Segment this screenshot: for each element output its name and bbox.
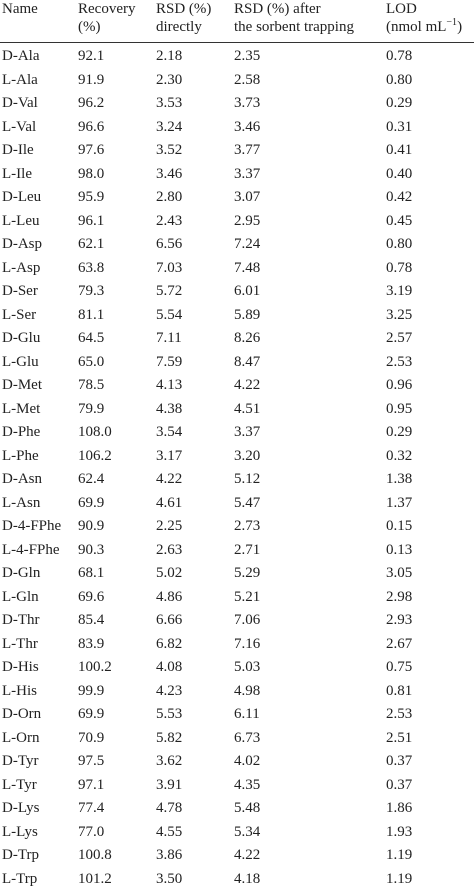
rsd-direct-value: 3.52 <box>156 139 234 163</box>
lod-value: 0.15 <box>386 515 474 539</box>
amino-acid-name: L-4-FPhe <box>0 539 78 563</box>
lod-value: 0.80 <box>386 69 474 93</box>
amino-acid-name: L-Glu <box>0 351 78 375</box>
rsd-trapping-value: 6.11 <box>234 703 386 727</box>
recovery-value: 85.4 <box>78 609 156 633</box>
rsd-direct-value: 4.78 <box>156 797 234 821</box>
rsd-direct-value: 2.30 <box>156 69 234 93</box>
rsd-direct-value: 4.55 <box>156 821 234 845</box>
header-lod-line1: LOD <box>386 0 474 18</box>
rsd-direct-value: 4.08 <box>156 656 234 680</box>
table-row <box>0 92 474 116</box>
lod-value: 0.96 <box>386 374 474 398</box>
rsd-direct-value: 3.54 <box>156 421 234 445</box>
table-row <box>0 116 474 140</box>
rsd-direct-value: 2.25 <box>156 515 234 539</box>
recovery-value: 68.1 <box>78 562 156 586</box>
rsd-trapping-value: 8.26 <box>234 327 386 351</box>
lod-value: 1.38 <box>386 468 474 492</box>
rsd-direct-value: 2.63 <box>156 539 234 563</box>
recovery-value: 96.1 <box>78 210 156 234</box>
header-lod-unit-exponent: −1 <box>446 17 457 28</box>
lod-value: 0.81 <box>386 680 474 704</box>
header-recovery-line1: Recovery <box>78 0 156 18</box>
table-row <box>0 727 474 751</box>
lod-value: 3.19 <box>386 280 474 304</box>
recovery-value: 90.3 <box>78 539 156 563</box>
rsd-trapping-value: 3.37 <box>234 421 386 445</box>
lod-value: 0.41 <box>386 139 474 163</box>
amino-acid-name: L-Val <box>0 116 78 140</box>
header-lod-line2 <box>386 18 474 36</box>
recovery-value: 77.4 <box>78 797 156 821</box>
rsd-trapping-value: 7.06 <box>234 609 386 633</box>
header-rsd-direct <box>156 0 234 43</box>
recovery-value: 63.8 <box>78 257 156 281</box>
table-row <box>0 586 474 610</box>
lod-value: 2.53 <box>386 351 474 375</box>
recovery-value: 81.1 <box>78 304 156 328</box>
table-row <box>0 609 474 633</box>
lod-value: 2.98 <box>386 586 474 610</box>
table-row <box>0 868 474 891</box>
table-row <box>0 445 474 469</box>
amino-acid-name: L-Ala <box>0 69 78 93</box>
rsd-trapping-value: 3.77 <box>234 139 386 163</box>
header-row <box>0 0 474 43</box>
amino-acid-name: D-Tyr <box>0 750 78 774</box>
rsd-direct-value: 7.59 <box>156 351 234 375</box>
recovery-value: 97.6 <box>78 139 156 163</box>
table-row <box>0 233 474 257</box>
rsd-trapping-value: 5.47 <box>234 492 386 516</box>
recovery-value: 97.5 <box>78 750 156 774</box>
amino-acid-name: D-Leu <box>0 186 78 210</box>
lod-value: 1.19 <box>386 868 474 891</box>
amino-acid-name: D-Phe <box>0 421 78 445</box>
header-name-label: Name <box>2 0 78 18</box>
recovery-value: 97.1 <box>78 774 156 798</box>
recovery-value: 78.5 <box>78 374 156 398</box>
rsd-direct-value: 4.13 <box>156 374 234 398</box>
table-row <box>0 468 474 492</box>
header-rsd-direct-line1: RSD (%) <box>156 0 234 18</box>
rsd-trapping-value: 4.98 <box>234 680 386 704</box>
rsd-trapping-value: 4.22 <box>234 844 386 868</box>
lod-value: 1.37 <box>386 492 474 516</box>
rsd-trapping-value: 8.47 <box>234 351 386 375</box>
recovery-value: 77.0 <box>78 821 156 845</box>
table-body <box>0 43 474 891</box>
rsd-direct-value: 6.56 <box>156 233 234 257</box>
rsd-trapping-value: 5.48 <box>234 797 386 821</box>
rsd-trapping-value: 4.51 <box>234 398 386 422</box>
recovery-value: 98.0 <box>78 163 156 187</box>
table-row <box>0 656 474 680</box>
recovery-value: 65.0 <box>78 351 156 375</box>
rsd-trapping-value: 2.95 <box>234 210 386 234</box>
rsd-direct-value: 5.54 <box>156 304 234 328</box>
table-row <box>0 186 474 210</box>
amino-acid-name: L-Trp <box>0 868 78 891</box>
table-row <box>0 844 474 868</box>
amino-acid-name: L-Met <box>0 398 78 422</box>
lod-value: 2.53 <box>386 703 474 727</box>
rsd-direct-value: 5.82 <box>156 727 234 751</box>
table-row <box>0 797 474 821</box>
rsd-trapping-value: 4.22 <box>234 374 386 398</box>
amino-acid-name: D-4-FPhe <box>0 515 78 539</box>
rsd-direct-value: 3.17 <box>156 445 234 469</box>
rsd-direct-value: 3.24 <box>156 116 234 140</box>
recovery-value: 79.3 <box>78 280 156 304</box>
lod-value: 0.13 <box>386 539 474 563</box>
rsd-trapping-value: 7.24 <box>234 233 386 257</box>
rsd-trapping-value: 2.71 <box>234 539 386 563</box>
table-row <box>0 492 474 516</box>
recovery-value: 99.9 <box>78 680 156 704</box>
amino-acid-name: D-Ala <box>0 43 78 69</box>
recovery-value: 100.2 <box>78 656 156 680</box>
table-row <box>0 210 474 234</box>
rsd-trapping-value: 5.12 <box>234 468 386 492</box>
rsd-trapping-value: 7.16 <box>234 633 386 657</box>
table-row <box>0 515 474 539</box>
rsd-direct-value: 3.53 <box>156 92 234 116</box>
header-recovery <box>78 0 156 43</box>
amino-acid-name: D-Val <box>0 92 78 116</box>
amino-acid-name: L-Leu <box>0 210 78 234</box>
header-rsd-trapping <box>234 0 386 43</box>
rsd-trapping-value: 5.34 <box>234 821 386 845</box>
rsd-direct-value: 3.50 <box>156 868 234 891</box>
table-row <box>0 304 474 328</box>
amino-acid-name: L-Ser <box>0 304 78 328</box>
recovery-value: 100.8 <box>78 844 156 868</box>
rsd-direct-value: 4.23 <box>156 680 234 704</box>
header-rsd-trapping-line2: the sorbent trapping <box>234 18 386 36</box>
table-row <box>0 680 474 704</box>
lod-value: 0.42 <box>386 186 474 210</box>
rsd-direct-value: 3.46 <box>156 163 234 187</box>
recovery-value: 62.1 <box>78 233 156 257</box>
recovery-value: 69.6 <box>78 586 156 610</box>
header-rsd-direct-line2: directly <box>156 18 234 36</box>
recovery-value: 101.2 <box>78 868 156 891</box>
table-row <box>0 280 474 304</box>
header-lod-unit-close: ) <box>457 19 462 35</box>
table-row <box>0 398 474 422</box>
rsd-direct-value: 7.11 <box>156 327 234 351</box>
amino-acid-name: D-Gln <box>0 562 78 586</box>
lod-value: 2.93 <box>386 609 474 633</box>
table-row <box>0 257 474 281</box>
rsd-trapping-value: 3.37 <box>234 163 386 187</box>
amino-acid-name: L-Tyr <box>0 774 78 798</box>
lod-value: 3.05 <box>386 562 474 586</box>
header-name <box>0 0 78 43</box>
rsd-trapping-value: 6.73 <box>234 727 386 751</box>
rsd-direct-value: 7.03 <box>156 257 234 281</box>
recovery-value: 69.9 <box>78 703 156 727</box>
lod-value: 1.19 <box>386 844 474 868</box>
amino-acid-name: L-Ile <box>0 163 78 187</box>
amino-acid-name: D-Ser <box>0 280 78 304</box>
amino-acid-name: L-Asp <box>0 257 78 281</box>
lod-value: 0.78 <box>386 257 474 281</box>
amino-acid-name: L-Orn <box>0 727 78 751</box>
table-row <box>0 139 474 163</box>
recovery-value: 96.6 <box>78 116 156 140</box>
rsd-direct-value: 2.43 <box>156 210 234 234</box>
rsd-trapping-value: 4.18 <box>234 868 386 891</box>
rsd-direct-value: 2.18 <box>156 43 234 69</box>
rsd-trapping-value: 5.89 <box>234 304 386 328</box>
recovery-value: 91.9 <box>78 69 156 93</box>
amino-acid-name: D-Asn <box>0 468 78 492</box>
rsd-direct-value: 6.82 <box>156 633 234 657</box>
recovery-value: 96.2 <box>78 92 156 116</box>
amino-acid-name: L-His <box>0 680 78 704</box>
amino-acid-name: D-Ile <box>0 139 78 163</box>
amino-acid-name: L-Gln <box>0 586 78 610</box>
lod-value: 0.45 <box>386 210 474 234</box>
rsd-direct-value: 5.53 <box>156 703 234 727</box>
table-row <box>0 703 474 727</box>
amino-acid-name: D-Orn <box>0 703 78 727</box>
recovery-value: 64.5 <box>78 327 156 351</box>
recovery-value: 62.4 <box>78 468 156 492</box>
rsd-direct-value: 3.91 <box>156 774 234 798</box>
rsd-direct-value: 5.02 <box>156 562 234 586</box>
recovery-value: 70.9 <box>78 727 156 751</box>
rsd-direct-value: 5.72 <box>156 280 234 304</box>
rsd-trapping-value: 3.46 <box>234 116 386 140</box>
lod-value: 0.29 <box>386 421 474 445</box>
rsd-direct-value: 3.86 <box>156 844 234 868</box>
amino-acid-name: L-Phe <box>0 445 78 469</box>
recovery-value: 83.9 <box>78 633 156 657</box>
rsd-trapping-value: 5.03 <box>234 656 386 680</box>
rsd-trapping-value: 2.58 <box>234 69 386 93</box>
table-row <box>0 750 474 774</box>
rsd-trapping-value: 5.21 <box>234 586 386 610</box>
recovery-value: 92.1 <box>78 43 156 69</box>
header-lod <box>386 0 474 43</box>
rsd-trapping-value: 6.01 <box>234 280 386 304</box>
lod-value: 0.95 <box>386 398 474 422</box>
recovery-value: 79.9 <box>78 398 156 422</box>
table-row <box>0 774 474 798</box>
recovery-value: 69.9 <box>78 492 156 516</box>
lod-value: 0.40 <box>386 163 474 187</box>
rsd-direct-value: 6.66 <box>156 609 234 633</box>
table-row <box>0 43 474 69</box>
header-rsd-trapping-line1: RSD (%) after <box>234 0 386 18</box>
amino-acid-name: L-Lys <box>0 821 78 845</box>
table-row <box>0 163 474 187</box>
lod-value: 0.37 <box>386 774 474 798</box>
table-row <box>0 374 474 398</box>
amino-acid-name: D-Trp <box>0 844 78 868</box>
rsd-trapping-value: 2.35 <box>234 43 386 69</box>
rsd-trapping-value: 4.35 <box>234 774 386 798</box>
lod-value: 0.29 <box>386 92 474 116</box>
amino-acid-name: D-Thr <box>0 609 78 633</box>
rsd-direct-value: 4.38 <box>156 398 234 422</box>
rsd-trapping-value: 3.73 <box>234 92 386 116</box>
lod-value: 2.51 <box>386 727 474 751</box>
rsd-direct-value: 4.61 <box>156 492 234 516</box>
lod-value: 0.75 <box>386 656 474 680</box>
table-row <box>0 327 474 351</box>
table-row <box>0 351 474 375</box>
table-row <box>0 633 474 657</box>
lod-value: 2.67 <box>386 633 474 657</box>
lod-value: 0.80 <box>386 233 474 257</box>
lod-value: 0.37 <box>386 750 474 774</box>
amino-acid-name: D-Lys <box>0 797 78 821</box>
amino-acid-name: D-His <box>0 656 78 680</box>
table-row <box>0 421 474 445</box>
rsd-direct-value: 2.80 <box>156 186 234 210</box>
amino-acid-name: L-Asn <box>0 492 78 516</box>
table-row <box>0 562 474 586</box>
table-row <box>0 539 474 563</box>
header-recovery-line2: (%) <box>78 18 156 36</box>
lod-value: 1.86 <box>386 797 474 821</box>
rsd-trapping-value: 3.20 <box>234 445 386 469</box>
rsd-trapping-value: 2.73 <box>234 515 386 539</box>
rsd-trapping-value: 5.29 <box>234 562 386 586</box>
recovery-value: 90.9 <box>78 515 156 539</box>
lod-value: 0.32 <box>386 445 474 469</box>
recovery-value: 95.9 <box>78 186 156 210</box>
lod-value: 1.93 <box>386 821 474 845</box>
amino-acid-name: L-Thr <box>0 633 78 657</box>
lod-value: 0.78 <box>386 43 474 69</box>
amino-acid-name: D-Glu <box>0 327 78 351</box>
amino-acid-name: D-Asp <box>0 233 78 257</box>
rsd-direct-value: 4.22 <box>156 468 234 492</box>
rsd-trapping-value: 4.02 <box>234 750 386 774</box>
table-header <box>0 0 474 43</box>
lod-value: 3.25 <box>386 304 474 328</box>
rsd-trapping-value: 7.48 <box>234 257 386 281</box>
rsd-direct-value: 4.86 <box>156 586 234 610</box>
rsd-trapping-value: 3.07 <box>234 186 386 210</box>
rsd-direct-value: 3.62 <box>156 750 234 774</box>
amino-acid-name: D-Met <box>0 374 78 398</box>
table-row <box>0 69 474 93</box>
recovery-value: 106.2 <box>78 445 156 469</box>
lod-value: 0.31 <box>386 116 474 140</box>
header-lod-unit: (nmol mL <box>386 19 446 35</box>
lod-value: 2.57 <box>386 327 474 351</box>
recovery-value: 108.0 <box>78 421 156 445</box>
table-row <box>0 821 474 845</box>
